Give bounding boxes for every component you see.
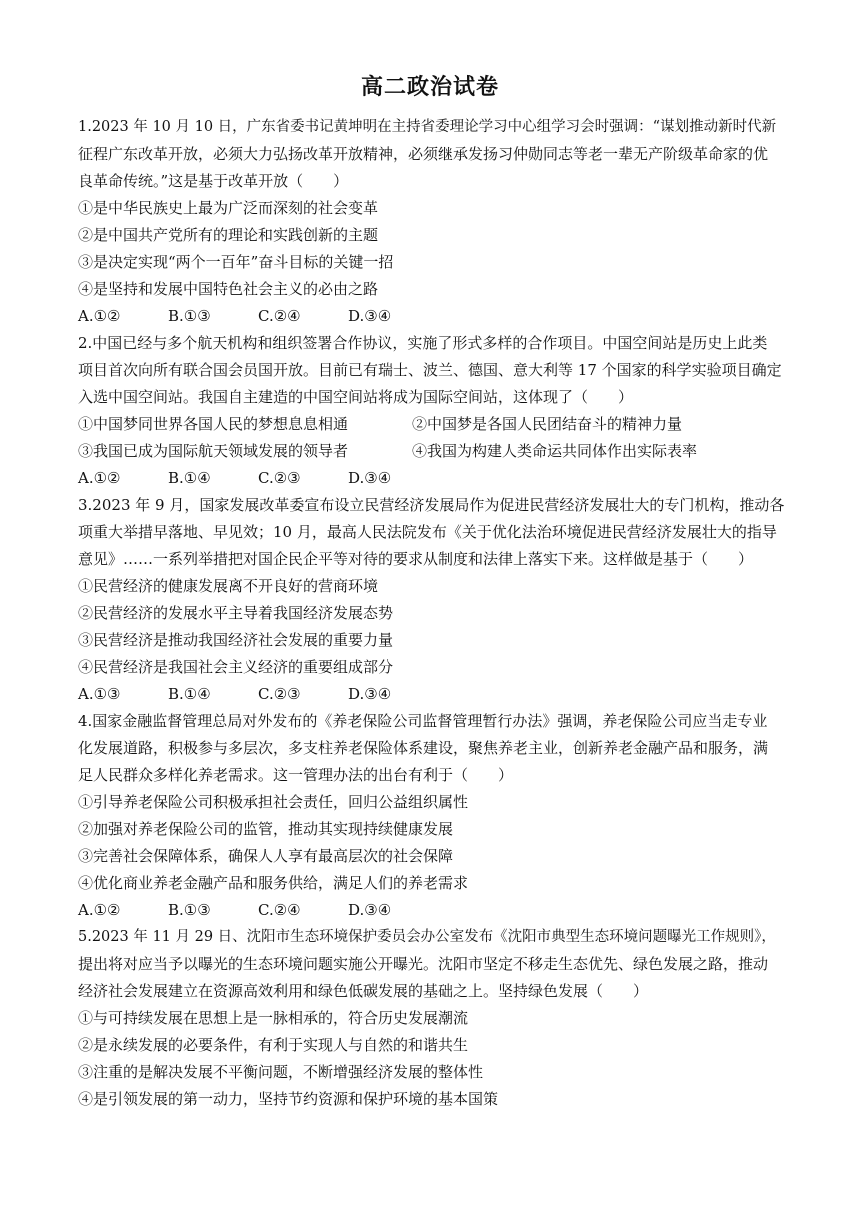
- question-stem-line: 足人民群众多样化养老需求。这一管理办法的出台有利于（ ）: [78, 766, 514, 784]
- option-b: B.①④: [168, 685, 211, 703]
- statement-item: ①是中华民族史上最为广泛而深刻的社会变革: [78, 199, 379, 217]
- option-a: A.①②: [78, 307, 121, 325]
- question-stem-line: 2.中国已经与多个航天机构和组织签署合作协议，实施了形式多样的合作项目。中国空间站是历史上此类: [78, 334, 768, 352]
- statement-item: ③民营经济是推动我国经济社会发展的重要力量: [78, 631, 394, 649]
- statement-item: ④优化商业养老金融产品和服务供给，满足人们的养老需求: [78, 874, 469, 892]
- question-1: [78, 114, 784, 330]
- option-d: D.③④: [348, 685, 392, 703]
- question-stem-line: 项目首次向所有联合国会员国开放。目前已有瑞士、波兰、德国、意大利等 17 个国家的科学实验项目确定: [78, 361, 782, 379]
- questions-container: [78, 114, 784, 1113]
- question-stem-line: 项重大举措早落地、早见效；10 月，最高人民法院发布《关于优化法治环境促进民营经济发展壮大的指导: [78, 523, 777, 541]
- question-stem-line: 征程广东改革开放，必须大力弘扬改革开放精神，必须继承发扬习仲勋同志等老一辈无产阶级革命家的优: [78, 145, 769, 163]
- statement-row: [78, 411, 784, 438]
- option-d: D.③④: [348, 901, 392, 919]
- statement-item: ③我国已成为国际航天领域发展的领导者: [78, 442, 349, 460]
- page-title: 高二政治试卷: [360, 74, 499, 100]
- answer-options: [78, 681, 784, 708]
- question-3: [78, 492, 784, 708]
- option-c: C.②③: [258, 685, 301, 703]
- option-b: B.①④: [168, 469, 211, 487]
- question-stem-line: 3.2023 年 9 月，国家发展改革委宣布设立民营经济发展局作为促进民营经济发展壮大的专门机构，推动各: [78, 496, 784, 514]
- question-4: [78, 708, 784, 924]
- statement-item: ②是中国共产党所有的理论和实践创新的主题: [78, 226, 379, 244]
- option-c: C.②③: [258, 469, 301, 487]
- statement-item: ①与可持续发展在思想上是一脉相承的，符合历史发展潮流: [78, 1009, 469, 1027]
- statement-item: ①引导养老保险公司积极承担社会责任，回归公益组织属性: [78, 793, 469, 811]
- statement-item: ②中国梦是各国人民团结奋斗的精神力量: [412, 415, 683, 433]
- statement-item: ③完善社会保障体系，确保人人享有最高层次的社会保障: [78, 847, 454, 865]
- statement-item: ②加强对养老保险公司的监管，推动其实现持续健康发展: [78, 820, 454, 838]
- option-c: C.②④: [258, 901, 301, 919]
- answer-options: [78, 897, 784, 924]
- question-stem-line: 5.2023 年 11 月 29 日、沈阳市生态环境保护委员会办公室发布《沈阳市典型生态环境问题曝光工作规则》，: [78, 929, 776, 945]
- option-d: D.③④: [348, 307, 392, 325]
- option-a: A.①②: [78, 469, 121, 487]
- statement-item: ①民营经济的健康发展离不开良好的营商环境: [78, 577, 379, 595]
- answer-options: [78, 465, 784, 492]
- option-d: D.③④: [348, 469, 392, 487]
- question-stem-line: 经济社会发展建立在资源高效利用和绿色低碳发展的基础之上。坚持绿色发展（ ）: [78, 982, 649, 1000]
- option-b: B.①③: [168, 307, 211, 325]
- question-stem-line: 1.2023 年 10 月 10 日，广东省委书记黄坤明在主持省委理论学习中心组学习会时强调：“谋划推动新时代新: [78, 119, 777, 135]
- question-stem-line: 化发展道路，积极参与多层次，多支柱养老保险体系建设，聚焦养老主业，创新养老金融产品和服务，满: [78, 739, 769, 757]
- statement-item: ③注重的是解决发展不平衡问题，不断增强经济发展的整体性: [78, 1063, 484, 1081]
- answer-options: [78, 303, 784, 330]
- statement-item: ④是引领发展的第一动力，坚持节约资源和保护环境的基本国策: [78, 1090, 499, 1108]
- option-a: A.①③: [78, 685, 121, 703]
- question-2: [78, 330, 784, 492]
- question-stem-line: 意见》……一系列举措把对国企民企平等对待的要求从制度和法律上落实下来。这样做是基于（ ）: [78, 550, 754, 568]
- statement-item: ②是永续发展的必要条件，有利于实现人与自然的和谐共生: [78, 1036, 469, 1054]
- statement-item: ④我国为构建人类命运共同体作出实际表率: [412, 442, 698, 460]
- statement-item: ②民营经济的发展水平主导着我国经济发展态势: [78, 604, 394, 622]
- option-c: C.②④: [258, 307, 301, 325]
- question-stem-line: 入选中国空间站。我国自主建造的中国空间站将成为国际空间站，这体现了（ ）: [78, 388, 634, 406]
- question-stem-line: 良革命传统。”这是基于改革开放（ ）: [78, 172, 349, 190]
- statement-item: ④民营经济是我国社会主义经济的重要组成部分: [78, 658, 394, 676]
- question-stem-line: 提出将对应当予以曝光的生态环境问题实施公开曝光。沈阳市坚定不移走生态优先、绿色发展之路，推动: [78, 955, 769, 973]
- question-stem-line: 4.国家金融监督管理总局对外发布的《养老保险公司监督管理暂行办法》强调，养老保险公司应当走专业: [78, 712, 768, 730]
- option-a: A.①②: [78, 901, 121, 919]
- option-b: B.①③: [168, 901, 211, 919]
- statement-item: ③是决定实现“两个一百年”奋斗目标的关键一招: [78, 253, 394, 271]
- question-5: [78, 924, 784, 1113]
- statement-row: [78, 438, 784, 465]
- statement-item: ④是坚持和发展中国特色社会主义的必由之路: [78, 280, 379, 298]
- statement-item: ①中国梦同世界各国人民的梦想息息相通: [78, 415, 349, 433]
